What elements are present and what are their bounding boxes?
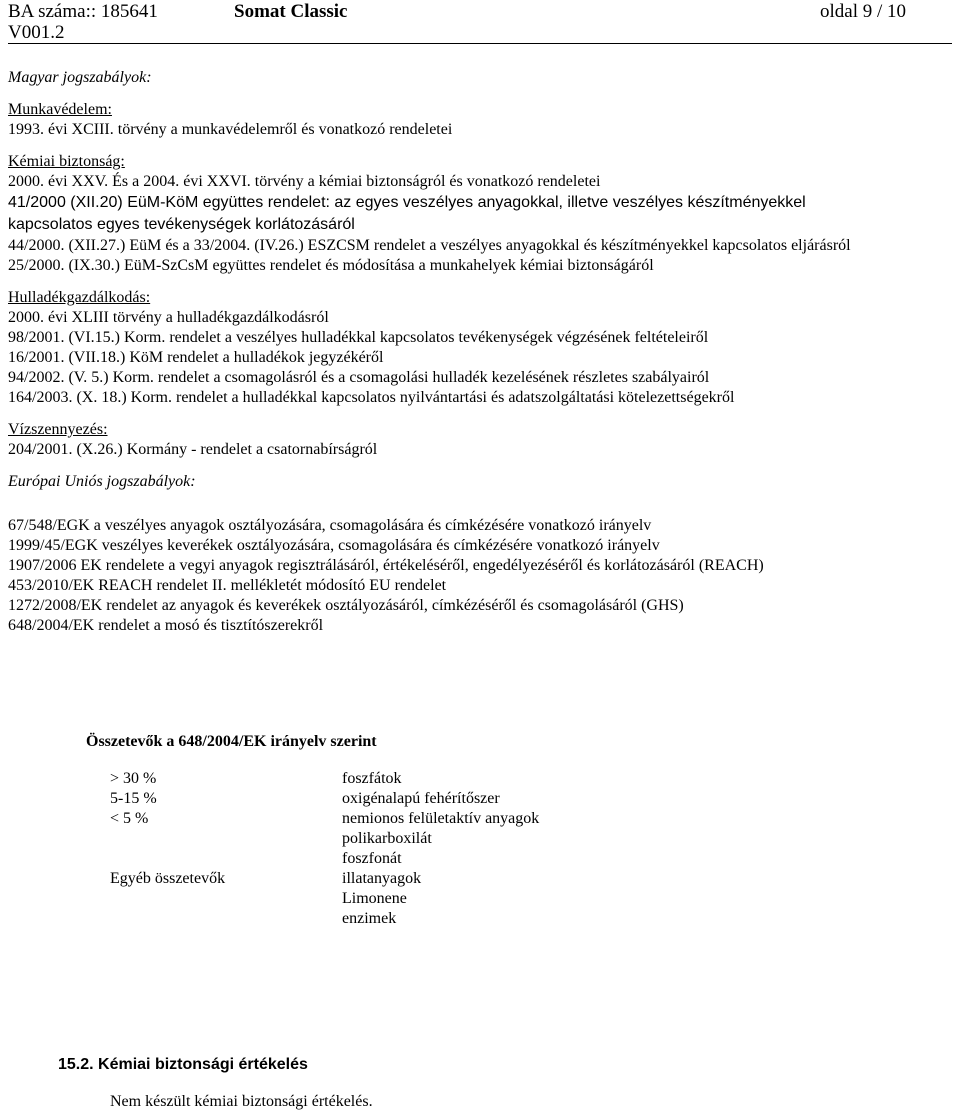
chemical-safety-line: 41/2000 (XII.20) EüM-KöM együttes rendelet: az egyes veszélyes anyagokkal, illetve veszélyes készítményekkel (8, 194, 806, 211)
hungarian-heading: Magyar jogszabályok: (8, 69, 152, 86)
ingredient-name: nemionos felületaktív anyagok (342, 810, 540, 827)
eu-line: 1907/2006 EK rendelete a vegyi anyagok regisztrálásáról, értékeléséről, engedélyezéséről és korlátozásáról (REACH) (8, 557, 764, 574)
ingredient-range: > 30 % (110, 770, 157, 787)
waste-line: 2000. évi XLIII törvény a hulladékgazdálkodásról (8, 309, 329, 326)
chemical-safety-line: 2000. évi XXV. És a 2004. évi XXVI. törvény a kémiai biztonságról és vonatkozó rendeletei (8, 173, 601, 190)
work-safety-line: 1993. évi XCIII. törvény a munkavédelemről és vonatkozó rendeletei (8, 121, 453, 138)
ingredient-name: foszfonát (342, 850, 402, 867)
ingredient-name: illatanyagok (342, 870, 422, 887)
waste-line: 94/2002. (V. 5.) Korm. rendelet a csomagolásról és a csomagolási hulladék kezelésének részletes szabályairól (8, 369, 710, 386)
section-15-2-text: Nem készült kémiai biztonsági értékelés. (110, 1093, 373, 1110)
chemical-safety-line: 44/2000. (XII.27.) EüM és a 33/2004. (IV.26.) ESZCSM rendelet a veszélyes anyagokkal és készítményekkel kapcsolatos eljárásról (8, 237, 851, 254)
eu-line: 1999/45/EGK veszélyes keverékek osztályozására, csomagolására és címkézésére vonatkozó irányelv (8, 537, 660, 554)
eu-heading: Európai Uniós jogszabályok: (8, 473, 196, 490)
page-number: oldal 9 / 10 (820, 1, 907, 22)
eu-line: 648/2004/EK rendelet a mosó és tisztítószerekről (8, 617, 324, 634)
eu-line: 453/2010/EK REACH rendelet II. mellékletét módosító EU rendelet (8, 577, 447, 594)
document-version: V001.2 (8, 22, 65, 43)
chemical-safety-line: kapcsolatos egyes tevékenységek korlátozásáról (8, 216, 355, 233)
work-safety-title: Munkavédelem: (8, 101, 112, 118)
ingredient-range: < 5 % (110, 810, 149, 827)
chemical-safety-title: Kémiai biztonság: (8, 153, 125, 170)
ingredient-name: foszfátok (342, 770, 402, 787)
ingredient-name: Limonene (342, 890, 407, 907)
eu-line: 67/548/EGK a veszélyes anyagok osztályozására, csomagolására és címkézésére vonatkozó irányelv (8, 517, 652, 534)
product-name: Somat Classic (234, 1, 348, 22)
ingredients-title: Összetevők a 648/2004/EK irányelv szerint (86, 733, 377, 750)
waste-line: 98/2001. (VI.15.) Korm. rendelet a veszélyes hulladékkal kapcsolatos tevékenységek végzésének feltételeiről (8, 329, 709, 346)
ingredient-name: oxigénalapú fehérítőszer (342, 790, 500, 807)
chemical-safety-line: 25/2000. (IX.30.) EüM-SzCsM együttes rendelet és módosítása a munkahelyek kémiai biztonságáról (8, 257, 654, 274)
eu-line: 1272/2008/EK rendelet az anyagok és keverékek osztályozásáról, címkézéséről és csomagolásáról (GHS) (8, 597, 684, 614)
header-divider (8, 43, 952, 44)
water-title: Vízszennyezés: (8, 421, 108, 438)
waste-title: Hulladékgazdálkodás: (8, 289, 151, 306)
ingredient-range: 5-15 % (110, 790, 157, 807)
document-number: BA száma:: 185641 (8, 1, 158, 22)
waste-line: 164/2003. (X. 18.) Korm. rendelet a hulladékkal kapcsolatos nyilvántartási és adatszolgáltatási kötelezettségekről (8, 389, 735, 406)
section-15-2-title: 15.2. Kémiai biztonsági értékelés (58, 1056, 308, 1073)
ingredient-name: polikarboxilát (342, 830, 432, 847)
water-line: 204/2001. (X.26.) Kormány - rendelet a csatornabírságról (8, 441, 378, 458)
hungarian-legislation (8, 68, 952, 636)
waste-line: 16/2001. (VII.18.) KöM rendelet a hulladékok jegyzékéről (8, 349, 384, 366)
ingredient-name: enzimek (342, 910, 397, 927)
ingredient-range: Egyéb összetevők (110, 870, 226, 887)
